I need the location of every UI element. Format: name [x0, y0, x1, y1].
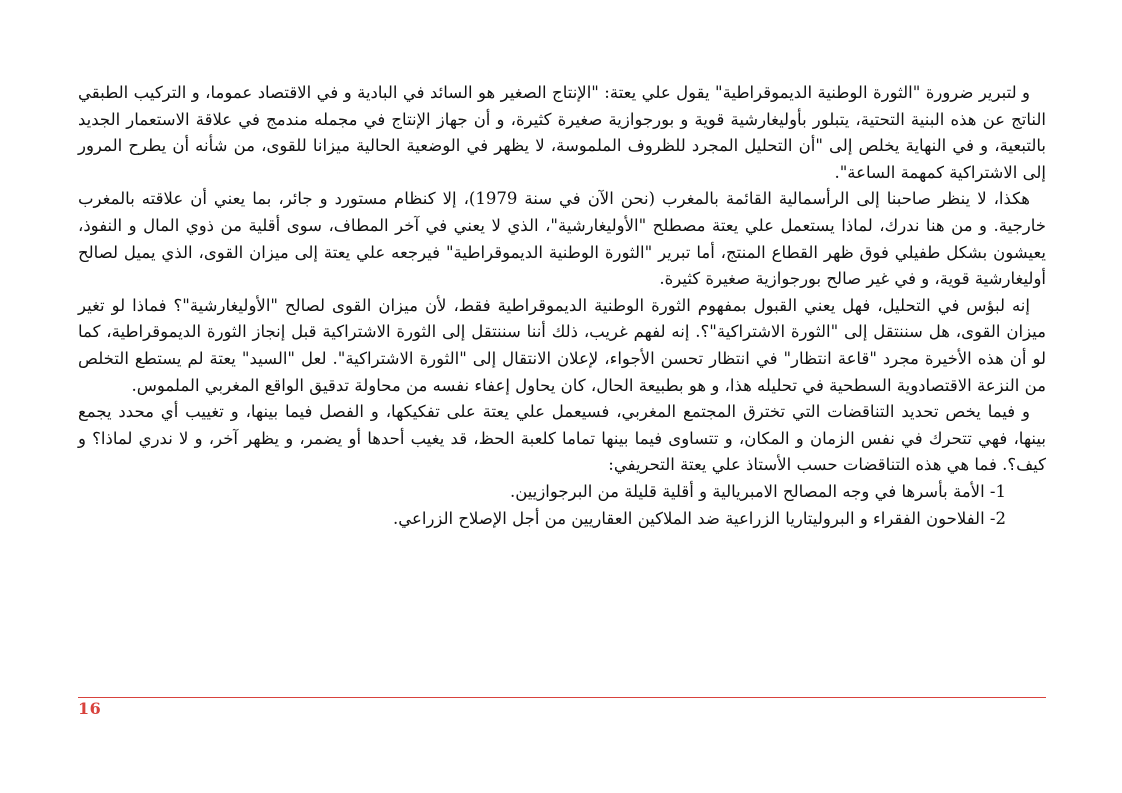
paragraph-1: و لتبرير ضرورة "الثورة الوطنية الديموقراطية" يقول علي يعتة: "الإنتاج الصغير هو السائد في البادية و في الاقتصاد عموما، و التركيب الطبقي الناتج عن هذه البنية التحتية، يتبلور بأوليغارشية قوية و بورجوازية صغيرة كثيرة، و أن جهاز الإنتاج في مجمله مندمج في علاقة الاستعمار الجديد بالتبعية، و في النهاية يخلص إلى "أن التحليل المجرد للظروف الملموسة، لا يظهر في الوضعية الحالية ميزانا للقوى، من شأنه أن يطرح المرور إلى الاشتراكية كمهمة الساعة".	[78, 83, 1046, 182]
page-number: 16	[78, 699, 102, 718]
footer-divider	[78, 697, 1046, 698]
page-body	[78, 80, 1046, 532]
paragraph-2: هكذا، لا ينظر صاحبنا إلى الرأسمالية القائمة بالمغرب (نحن الآن في سنة 1979)، إلا كنظام مستورد و جائر، بما يعني أن علاقته بالمغرب خارجية. و من هنا ندرك، لماذا يستعمل علي يعتة مصطلح "الأوليغارشية"، الذي لا يعني في آخر المطاف، سوى أقلية من ذوي المال و النفوذ، يعيشون بشكل طفيلي فوق ظهر القطاع المنتج، أما تبرير "الثورة الوطنية الديموقراطية" فيرجعه علي يعتة إلى ميزان القوى، الذي يميل لصالح أوليغارشية قوية، و في غير صالح بورجوازية صغيرة كثيرة.	[78, 189, 1046, 289]
paragraph-4: و فيما يخص تحديد التناقضات التي تخترق المجتمع المغربي، فسيعمل علي يعتة على تفكيكها، و الفصل فيما بينها، و تغييب أي محدد يجمع بينها، فهي تتحرك في نفس الزمان و المكان، و تتساوى فيما بينها تماما كلعبة الحظ، قد يغيب أحدها أو يضمر، و يظهر آخر، و لا ندري لماذا؟ و كيف؟. فما هي هذه التناقضات حسب الأستاذ علي يعتة التحريفي:	[78, 402, 1046, 475]
paragraph-3: إنه لبؤس في التحليل، فهل يعني القبول بمفهوم الثورة الوطنية الديموقراطية فقط، لأن ميزان القوى لصالح "الأوليغارشية"؟ فماذا لو تغير ميزان القوى، هل سننتقل إلى "الثورة الاشتراكية"؟. إنه لفهم غريب، ذلك أننا سننتقل إلى الثورة الاشتراكية قبل إنجاز الثورة الديموقراطية، كما لو أن هذه الأخيرة مجرد "قاعة انتظار" في انتظار تحسن الأجواء، لإعلان الانتقال إلى "الثورة الاشتراكية". لعل "السيد" يعتة لم يستطع التخلص من النزعة الاقتصادوية السطحية في تحليله هذا، و هو بطبيعة الحال، كان يحاول إعفاء نفسه من محاولة تدقيق الواقع المغربي الملموس.	[78, 295, 1046, 395]
list-item-2: 2- الفلاحون الفقراء و البروليتاريا الزراعية ضد الملاكين العقاريين من أجل الإصلاح الزراعي.	[393, 508, 1006, 528]
list-item-1: 1- الأمة بأسرها في وجه المصالح الامبريالية و أقلية قليلة من البرجوازيين.	[509, 481, 1006, 501]
